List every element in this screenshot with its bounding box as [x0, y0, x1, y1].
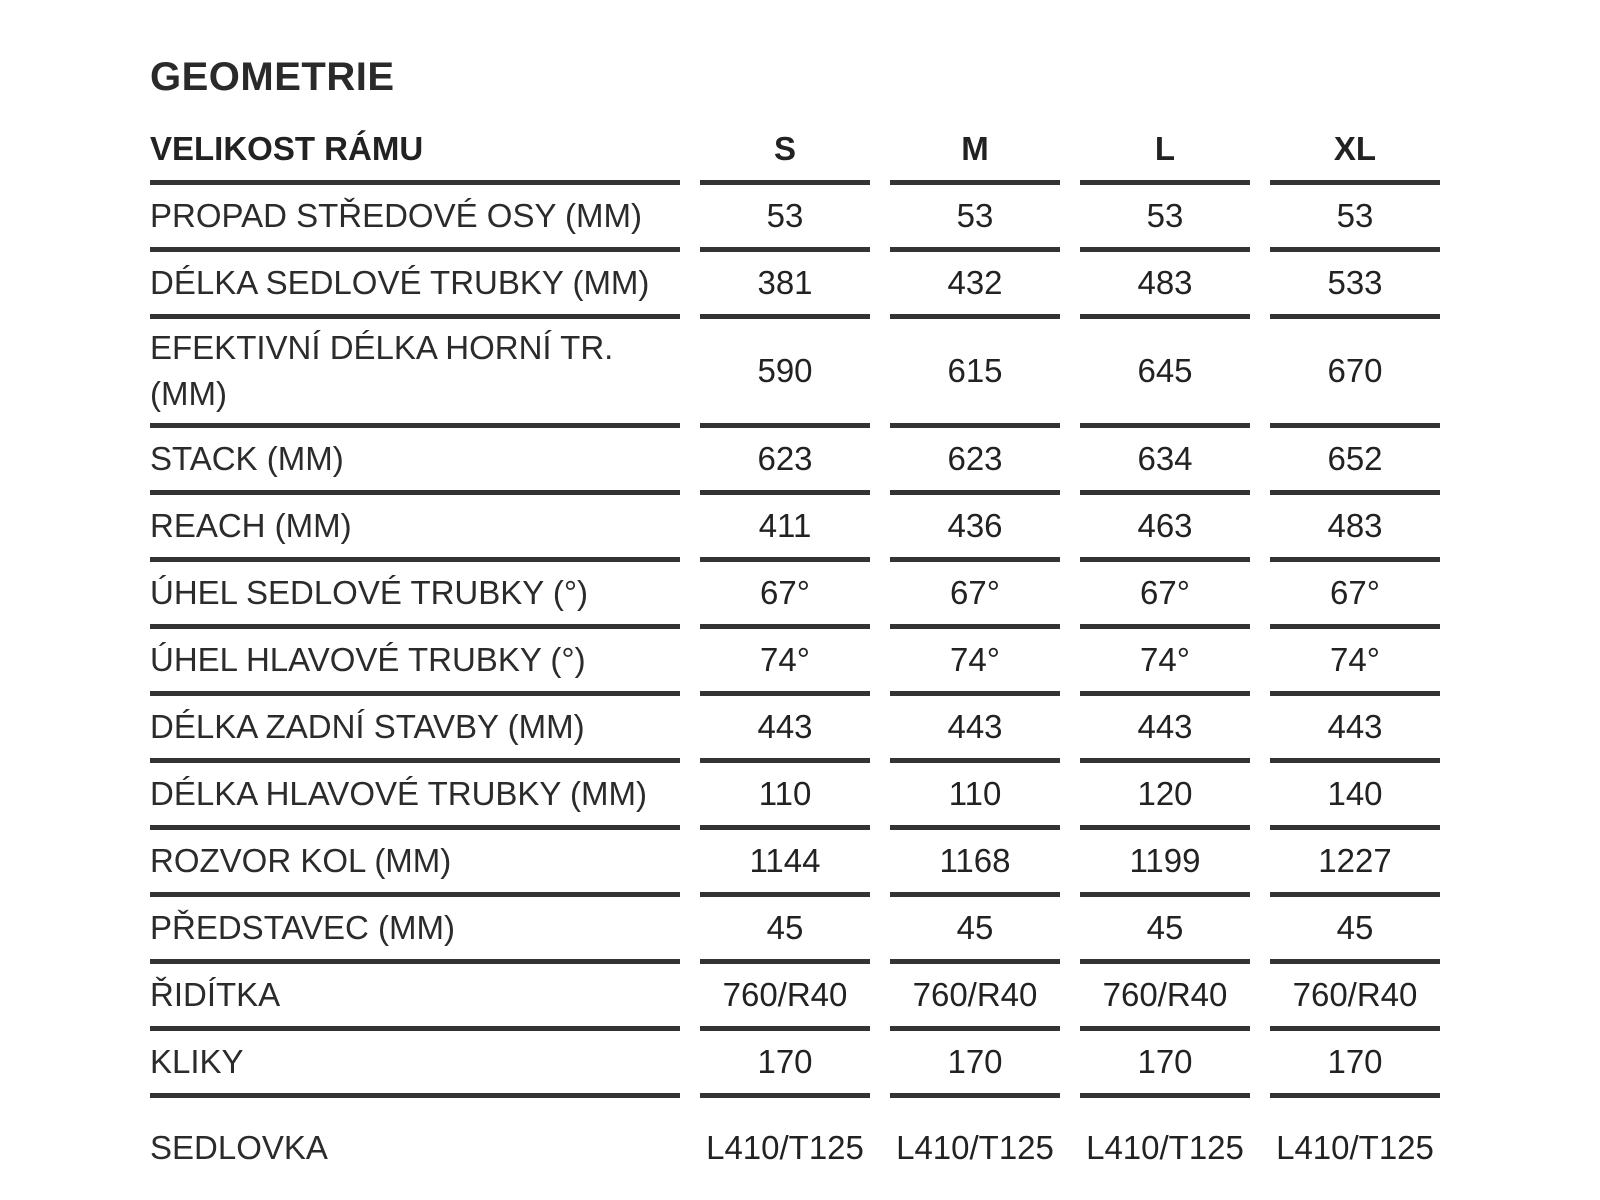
row-value: 67° [1270, 562, 1440, 629]
table-row [150, 964, 1440, 1031]
row-value: 443 [1080, 696, 1250, 763]
row-label: PŘEDSTAVEC (MM) [150, 897, 680, 964]
table-row [150, 763, 1440, 830]
row-value: 443 [1270, 696, 1440, 763]
table-row [150, 428, 1440, 495]
row-value: 483 [1080, 252, 1250, 319]
row-value: L410/T125 [706, 1129, 864, 1166]
row-value: 74° [1080, 629, 1250, 696]
header-size-s: S [700, 118, 870, 185]
row-value: 140 [1270, 763, 1440, 830]
page-title: GEOMETRIE [150, 55, 395, 99]
row-label: ÚHEL SEDLOVÉ TRUBKY (°) [150, 562, 680, 629]
row-value: 463 [1080, 495, 1250, 562]
row-value: 670 [1270, 319, 1440, 428]
row-value: 170 [1270, 1031, 1440, 1098]
table-row [150, 562, 1440, 629]
row-value: 170 [700, 1031, 870, 1098]
row-value: 53 [1080, 185, 1250, 252]
row-value: 623 [890, 428, 1060, 495]
geometry-table [150, 118, 1440, 1198]
table-row [150, 830, 1440, 897]
row-value: 1227 [1270, 830, 1440, 897]
row-value: 53 [890, 185, 1060, 252]
row-label: REACH (MM) [150, 495, 680, 562]
row-value: 67° [890, 562, 1060, 629]
row-value: 74° [700, 629, 870, 696]
row-value: 645 [1080, 319, 1250, 428]
row-label: ŘIDÍTKA [150, 964, 680, 1031]
row-value: 45 [1080, 897, 1250, 964]
table-row [150, 185, 1440, 252]
row-value: 623 [700, 428, 870, 495]
row-label: DÉLKA SEDLOVÉ TRUBKY (MM) [150, 252, 680, 319]
row-label: STACK (MM) [150, 428, 680, 495]
table-row [150, 1031, 1440, 1098]
header-size-m: M [890, 118, 1060, 185]
row-value: 1144 [700, 830, 870, 897]
row-value: 45 [890, 897, 1060, 964]
row-value: 170 [890, 1031, 1060, 1098]
header-frame-size-label: VELIKOST RÁMU [150, 118, 680, 185]
row-value: L410/T125 [1086, 1129, 1244, 1166]
table-row [150, 495, 1440, 562]
table-row [150, 897, 1440, 964]
row-value: 443 [890, 696, 1060, 763]
row-value: 1199 [1080, 830, 1250, 897]
row-label: KLIKY [150, 1031, 680, 1098]
table-row [150, 252, 1440, 319]
row-value: L410/T125 [1276, 1129, 1434, 1166]
row-value: 590 [700, 319, 870, 428]
row-value: 1168 [890, 830, 1060, 897]
row-value: 760/R40 [1080, 964, 1250, 1031]
row-value: 67° [1080, 562, 1250, 629]
row-value: 615 [890, 319, 1060, 428]
row-label: PROPAD STŘEDOVÉ OSY (MM) [150, 185, 680, 252]
row-value: 170 [1080, 1031, 1250, 1098]
row-value: 760/R40 [890, 964, 1060, 1031]
row-value: 652 [1270, 428, 1440, 495]
row-value: 45 [1270, 897, 1440, 964]
row-value: 67° [700, 562, 870, 629]
row-value: 533 [1270, 252, 1440, 319]
row-label: DÉLKA HLAVOVÉ TRUBKY (MM) [150, 763, 680, 830]
row-value: 53 [700, 185, 870, 252]
row-value: 110 [890, 763, 1060, 830]
row-value: 74° [890, 629, 1060, 696]
row-label: ÚHEL HLAVOVÉ TRUBKY (°) [150, 629, 680, 696]
row-value: 634 [1080, 428, 1250, 495]
row-value: L410/T125 [896, 1129, 1054, 1166]
row-label: EFEKTIVNÍ DÉLKA HORNÍ TR. (MM) [150, 319, 680, 428]
row-value: 483 [1270, 495, 1440, 562]
row-value: 760/R40 [700, 964, 870, 1031]
row-value: 760/R40 [1270, 964, 1440, 1031]
row-value: 74° [1270, 629, 1440, 696]
table-row [150, 629, 1440, 696]
row-value: 436 [890, 495, 1060, 562]
header-size-xl: XL [1270, 118, 1440, 185]
header-size-l: L [1080, 118, 1250, 185]
row-value: 53 [1270, 185, 1440, 252]
table-header-row [150, 118, 1440, 185]
row-label: SEDLOVKA [150, 1129, 328, 1166]
row-value: 443 [700, 696, 870, 763]
row-value: 432 [890, 252, 1060, 319]
table-row [150, 696, 1440, 763]
row-value: 411 [700, 495, 870, 562]
row-label: ROZVOR KOL (MM) [150, 830, 680, 897]
table-row [150, 319, 1440, 428]
row-label: DÉLKA ZADNÍ STAVBY (MM) [150, 696, 680, 763]
row-value: 110 [700, 763, 870, 830]
row-value: 381 [700, 252, 870, 319]
row-value: 120 [1080, 763, 1250, 830]
table-row [150, 1098, 1440, 1198]
row-value: 45 [700, 897, 870, 964]
geometry-table-body [150, 185, 1440, 1198]
